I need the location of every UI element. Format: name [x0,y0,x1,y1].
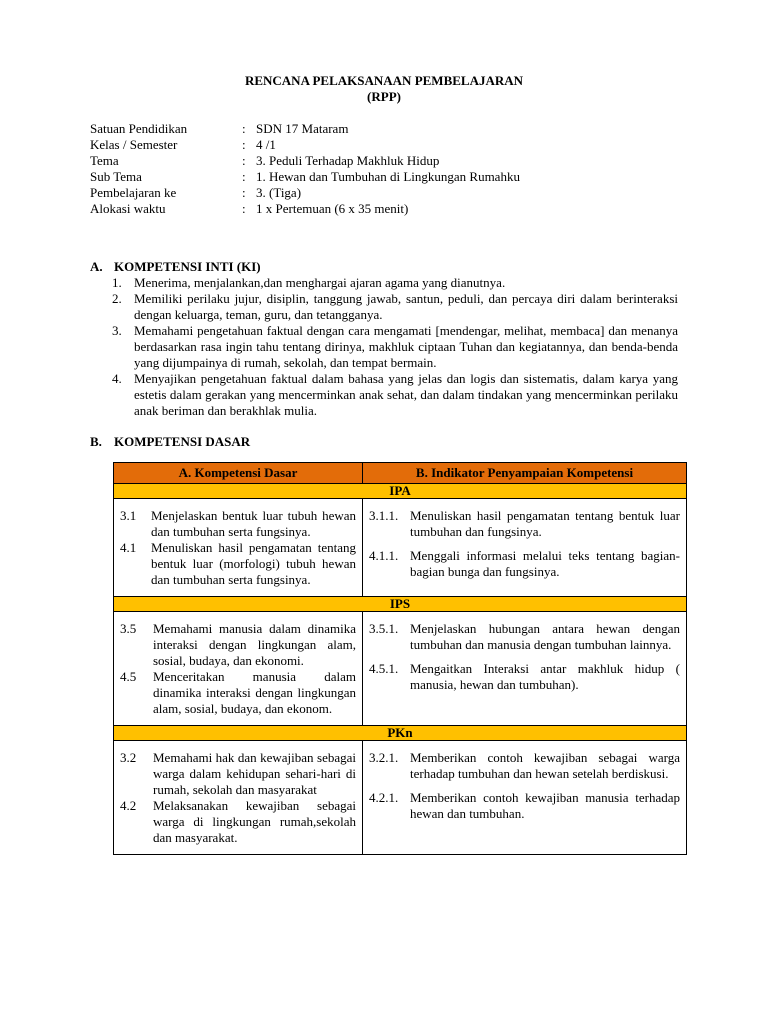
indicator-entry [369,621,680,653]
indicator-text: Mengaitkan Interaksi antar makhluk hidup ( manusia, hewan dan tumbuhan). [410,661,680,692]
indicator-cell [363,612,687,726]
kd-entry [120,508,356,540]
ki-item [112,371,678,419]
kd-number: 3.5 [120,621,137,636]
indicator-entry [369,548,680,580]
ki-item [112,291,678,323]
ki-text: Menerima, menjalankan,dan menghargai ajaran agama yang dianutnya. [134,275,506,290]
table-row [114,499,687,597]
identity-label: Alokasi waktu [90,201,166,216]
subject-label: IPA [114,484,687,499]
section-letter: A. [90,259,103,274]
indicator-cell [363,499,687,597]
kd-text: Memahami hak dan kewajiban sebagai warga dalam kehidupan sehari-hari di rumah, sekolah dan masyarakat [153,750,356,797]
subject-row-ips [114,597,687,612]
table-row [114,741,687,855]
kd-cell [114,612,363,726]
subject-label: PKn [114,726,687,741]
section-heading-kd [90,434,250,450]
identity-label: Satuan Pendidikan [90,121,188,136]
section-title: KOMPETENSI INTI (KI) [114,259,261,274]
indicator-number: 3.5.1. [369,621,399,636]
kd-entry [120,540,356,588]
column-header-kompetensi-dasar: A. Kompetensi Dasar [114,463,363,484]
section-heading-ki [90,259,261,275]
kd-cell [114,499,363,597]
document-title: RENCANA PELAKSANAAN PEMBELAJARAN [244,73,524,88]
ki-number: 1. [112,275,122,290]
indicator-text: Memberikan contoh kewajiban manusia terhadap hewan dan tumbuhan. [410,790,680,821]
subject-row-ipa [114,484,687,499]
identity-block [90,121,520,217]
indicator-number: 4.2.1. [369,790,399,805]
indicator-text: Menuliskan hasil pengamatan tentang bentuk luar tumbuhan dan fungsinya. [410,508,680,539]
kd-number: 4.5 [120,669,137,684]
kd-text: Melaksanakan kewajiban sebagai warga di lingkungan rumah,sekolah dan masyarakat. [153,798,356,845]
table-header-row [114,463,687,484]
kd-text: Menjelaskan bentuk luar tubuh hewan dan tumbuhan serta fungsinya. [151,508,356,539]
ki-item [112,323,678,371]
subject-row-pkn [114,726,687,741]
document-subtitle: (RPP) [367,89,401,104]
identity-row: Satuan Pendidikan : SDN 17 Mataram [90,121,349,136]
identity-row: Kelas / Semester : 4 /1 [90,137,276,152]
identity-value: 1. Hewan dan Tumbuhan di Lingkungan Rumahku [256,169,520,184]
indicator-entry [369,508,680,540]
identity-value: 3. (Tiga) [256,185,302,200]
indicator-entry [369,661,680,693]
identity-label: Kelas / Semester [90,137,178,152]
kd-text: Menuliskan hasil pengamatan tentang bentuk luar (morfologi) tubuh hewan dan tumbuhan serta fungsinya. [151,540,356,587]
kd-entry [120,621,356,669]
indicator-text: Menjelaskan hubungan antara hewan dengan tumbuhan dan manusia dengan tumbuhan lainnya. [410,621,680,652]
ki-number: 2. [112,291,122,306]
kd-number: 4.2 [120,798,137,813]
indicator-number: 3.2.1. [369,750,399,765]
table-row [114,612,687,726]
indicator-entry [369,750,680,782]
identity-row: Alokasi waktu : 1 x Pertemuan (6 x 35 menit) [90,201,409,216]
ki-text: Memahami pengetahuan faktual dengan cara mengamati [mendengar, melihat, membaca] dan menanya berdasarkan rasa ingin tahu tentang dirinya, makhluk ciptaan Tuhan dan kegiatannya, dan benda-benda yang dijumpainya di rumah, sekolah, dan tempat bermain. [134,323,678,370]
indicator-cell [363,741,687,855]
ki-text: Menyajikan pengetahuan faktual dalam bahasa yang jelas dan logis dan sistematis, dalam karya yang estetis dalam gerakan yang mencerminkan anak sehat, dan dalam tindakan yang mencerminkan perilaku anak beriman dan berakhlak mulia. [134,371,678,418]
identity-row: Pembelajaran ke : 3. (Tiga) [90,185,302,200]
indicator-number: 4.5.1. [369,661,399,676]
indicator-text: Menggali informasi melalui teks tentang bagian-bagian bunga dan fungsinya. [410,548,680,579]
indicator-text: Memberikan contoh kewajiban sebagai warga terhadap tumbuhan dan hewan setelah berdiskusi. [410,750,680,781]
identity-label: Tema [90,153,119,168]
ki-item [112,275,678,291]
ki-text: Memiliki perilaku jujur, disiplin, tanggung jawab, santun, peduli, dan percaya diri dalam berinteraksi dengan keluarga, teman, guru, dan tetangganya. [134,291,678,322]
competency-table [113,462,687,855]
identity-value: 1 x Pertemuan (6 x 35 menit) [256,201,409,216]
indicator-entry [369,790,680,822]
kd-number: 3.1 [120,508,137,523]
kd-entry [120,669,356,717]
column-header-indikator: B. Indikator Penyampaian Kompetensi [363,463,687,484]
indicator-number: 4.1.1. [369,548,399,563]
kd-cell [114,741,363,855]
indicator-number: 3.1.1. [369,508,399,523]
subject-label: IPS [114,597,687,612]
kd-number: 4.1 [120,540,137,555]
kd-text: Memahami manusia dalam dinamika interaksi dengan lingkungan alam, sosial, budaya, dan ekonomi. [153,621,356,668]
identity-label: Pembelajaran ke [90,185,177,200]
ki-number: 4. [112,371,122,386]
section-title: KOMPETENSI DASAR [114,434,251,449]
identity-value: SDN 17 Mataram [256,121,349,136]
kd-number: 3.2 [120,750,137,765]
identity-value: 3. Peduli Terhadap Makhluk Hidup [256,153,440,168]
identity-row: Tema : 3. Peduli Terhadap Makhluk Hidup [90,153,440,168]
kd-text: Menceritakan manusia dalam dinamika interaksi dengan lingkungan alam, sosial, budaya, dan ekonom. [153,669,356,716]
identity-row: Sub Tema : 1. Hewan dan Tumbuhan di Lingkungan Rumahku [90,169,520,184]
ki-number: 3. [112,323,122,338]
section-letter: B. [90,434,102,449]
identity-label: Sub Tema [90,169,142,184]
kd-entry [120,750,356,798]
identity-value: 4 /1 [256,137,276,152]
ki-list [112,275,678,419]
kd-entry [120,798,356,846]
